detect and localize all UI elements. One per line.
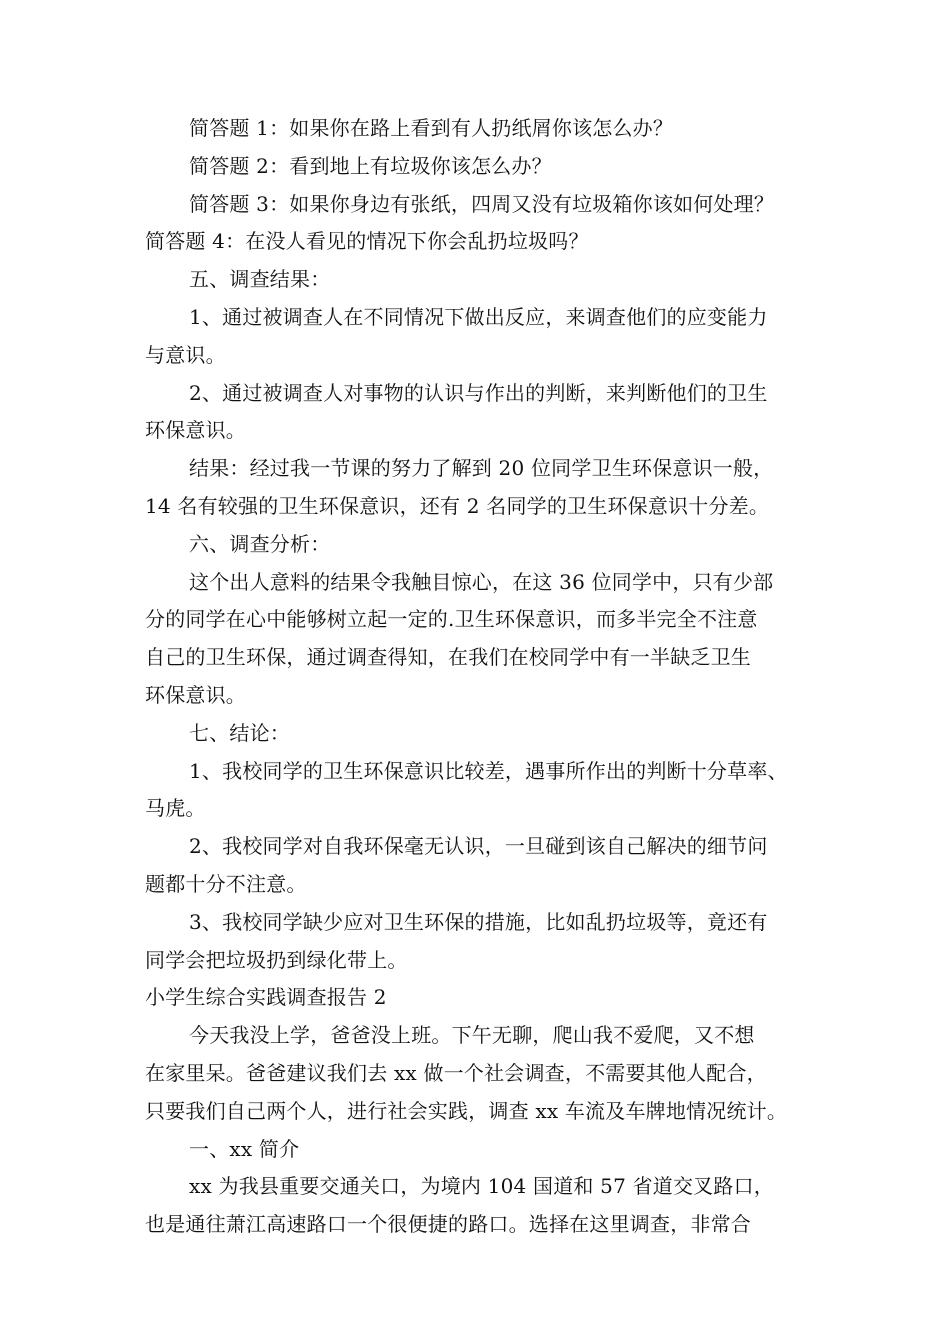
document-body bbox=[145, 110, 815, 1244]
text-line: 1、我校同学的卫生环保意识比较差，遇事所作出的判断十分草率、 bbox=[189, 758, 788, 783]
section-heading: 一、xx 简介 bbox=[189, 1136, 300, 1161]
text-line: 在家里呆。爸爸建议我们去 xx 做一个社会调查，不需要其他人配合， bbox=[145, 1060, 767, 1085]
section-heading: 六、调查分析： bbox=[189, 531, 331, 556]
text-line: 自己的卫生环保，通过调查得知，在我们在校同学中有一半缺乏卫生 bbox=[145, 645, 751, 670]
section-heading: 七、结论： bbox=[189, 720, 290, 745]
text-line: 3、我校同学缺少应对卫生环保的措施，比如乱扔垃圾等，竟还有 bbox=[189, 909, 768, 934]
text-line: 简答题 3：如果你身边有张纸，四周又没有垃圾箱你该如何处理？ bbox=[189, 191, 775, 216]
text-line: 环保意识。 bbox=[145, 418, 246, 443]
text-line: 题都十分不注意。 bbox=[145, 871, 307, 896]
text-line: 1、通过被调查人在不同情况下做出反应，来调查他们的应变能力 bbox=[189, 304, 768, 329]
text-line: 2、我校同学对自我环保毫无认识，一旦碰到该自己解决的细节问 bbox=[189, 834, 768, 859]
text-line: 14 名有较强的卫生环保意识，还有 2 名同学的卫生环保意识十分差。 bbox=[145, 493, 770, 518]
text-line: 分的同学在心中能够树立起一定的.卫生环保意识，而多半完全不注意 bbox=[145, 607, 758, 632]
text-line: 结果：经过我一节课的努力了解到 20 位同学卫生环保意识一般， bbox=[189, 456, 774, 481]
section-heading: 五、调查结果： bbox=[189, 267, 331, 292]
text-line: 只要我们自己两个人，进行社会实践，调查 xx 车流及车牌地情况统计。 bbox=[145, 1098, 788, 1123]
text-line: 环保意识。 bbox=[145, 682, 246, 707]
text-line: 2、通过被调查人对事物的认识与作出的判断，来判断他们的卫生 bbox=[189, 380, 768, 405]
text-line: 简答题 2：看到地上有垃圾你该怎么办？ bbox=[189, 153, 552, 178]
text-line: xx 为我县重要交通关口，为境内 104 国道和 57 省道交叉路口， bbox=[189, 1174, 774, 1199]
text-line: 也是通往萧江高速路口一个很便捷的路口。选择在这里调查，非常合 bbox=[145, 1212, 751, 1237]
text-line: 今天我没上学，爸爸没上班。下午无聊，爬山我不爱爬，又不想 bbox=[189, 1023, 755, 1048]
text-line: 马虎。 bbox=[145, 796, 206, 821]
text-line: 这个出人意料的结果令我触目惊心，在这 36 位同学中，只有少部 bbox=[189, 569, 774, 594]
report-title: 小学生综合实践调查报告 2 bbox=[145, 985, 387, 1010]
text-line: 同学会把垃圾扔到绿化带上。 bbox=[145, 947, 408, 972]
text-line: 与意识。 bbox=[145, 342, 226, 367]
text-line: 简答题 4：在没人看见的情况下你会乱扔垃圾吗？ bbox=[145, 229, 589, 254]
text-line: 简答题 1：如果你在路上看到有人扔纸屑你该怎么办？ bbox=[189, 116, 674, 140]
